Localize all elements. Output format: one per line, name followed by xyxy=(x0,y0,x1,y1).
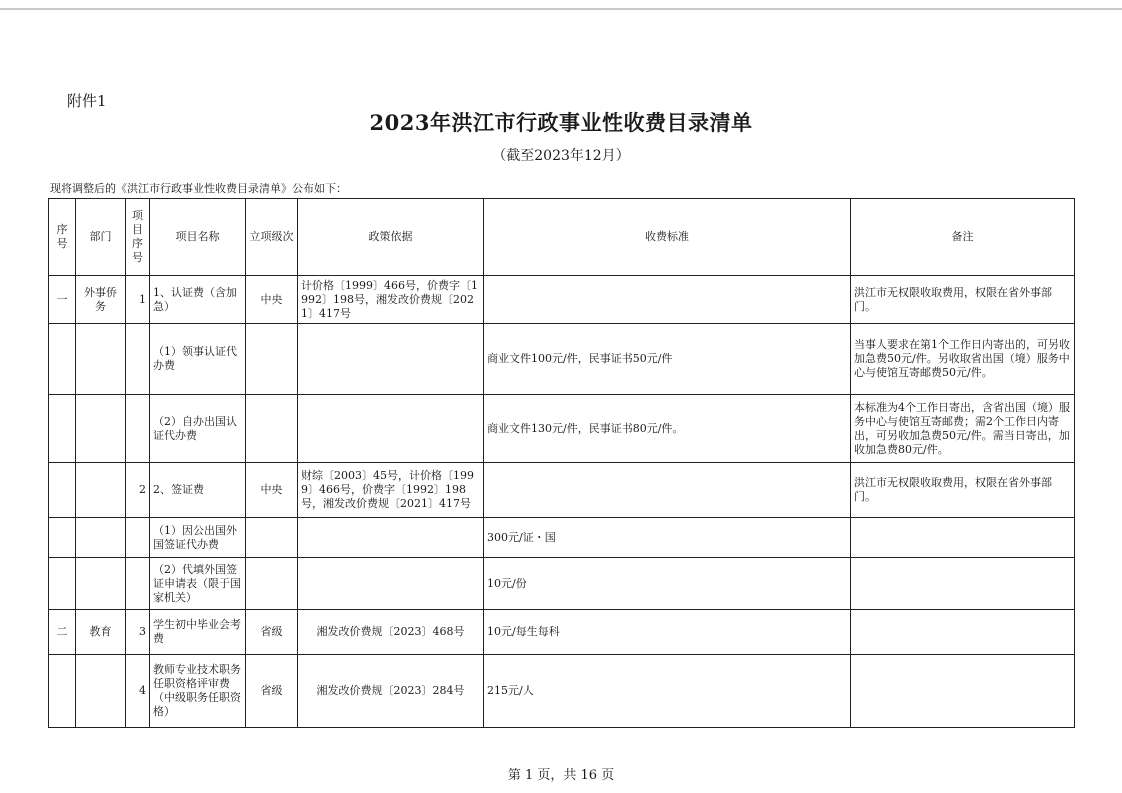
table-row xyxy=(49,655,1075,728)
cell-remark: 洪江市无权限收取费用，权限在省外事部门。 xyxy=(851,276,1075,324)
scan-edge-line xyxy=(0,8,1122,10)
cell-item-name: 学生初中毕业会考费 xyxy=(150,610,246,655)
cell-level xyxy=(246,558,298,610)
cell-level xyxy=(246,395,298,463)
cell-level: 中央 xyxy=(246,276,298,324)
cell-item-no: 3 xyxy=(126,610,150,655)
cell-dept xyxy=(76,518,126,558)
header-dept: 部门 xyxy=(76,199,126,276)
cell-dept xyxy=(76,558,126,610)
header-seq: 序号 xyxy=(49,199,76,276)
cell-seq xyxy=(49,558,76,610)
cell-policy xyxy=(298,558,484,610)
cell-item-no xyxy=(126,395,150,463)
cell-seq xyxy=(49,395,76,463)
cell-dept xyxy=(76,655,126,728)
cell-standard: 215元/人 xyxy=(484,655,851,728)
cell-dept xyxy=(76,463,126,518)
header-level: 立项级次 xyxy=(246,199,298,276)
cell-item-name: （2）代填外国签证申请表（限于国家机关） xyxy=(150,558,246,610)
cell-policy xyxy=(298,395,484,463)
cell-remark: 洪江市无权限收取费用，权限在省外事部门。 xyxy=(851,463,1075,518)
header-remark: 备注 xyxy=(851,199,1075,276)
cell-remark xyxy=(851,655,1075,728)
cell-item-no xyxy=(126,324,150,395)
cell-remark xyxy=(851,518,1075,558)
table-row xyxy=(49,610,1075,655)
cell-seq xyxy=(49,518,76,558)
cell-dept xyxy=(76,324,126,395)
cell-seq xyxy=(49,463,76,518)
cell-standard: 10元/份 xyxy=(484,558,851,610)
table-row xyxy=(49,395,1075,463)
table-row xyxy=(49,324,1075,395)
cell-policy: 计价格〔1999〕466号，价费字〔1992〕198号，湘发改价费规〔2021〕417号 xyxy=(298,276,484,324)
cell-policy: 财综〔2003〕45号，计价格〔1999〕466号，价费字〔1992〕198号，湘发改价费规〔2021〕417号 xyxy=(298,463,484,518)
cell-remark: 当事人要求在第1个工作日内寄出的，可另收加急费50元/件。另收取省出国（境）服务中心与使馆互寄邮费50元/件。 xyxy=(851,324,1075,395)
cell-item-name: （1）因公出国外国签证代办费 xyxy=(150,518,246,558)
intro-text: 现将调整后的《洪江市行政事业性收费目录清单》公布如下： xyxy=(50,182,347,195)
header-item-no: 项目序号 xyxy=(126,199,150,276)
cell-seq: 一 xyxy=(49,276,76,324)
cell-standard: 商业文件130元/件，民事证书80元/件。 xyxy=(484,395,851,463)
cell-standard: 商业文件100元/件，民事证书50元/件 xyxy=(484,324,851,395)
fee-catalog-table xyxy=(48,198,1075,728)
document-subtitle: （截至2023年12月） xyxy=(492,148,630,164)
cell-item-name: 1、认证费（含加急） xyxy=(150,276,246,324)
cell-item-name: 2、签证费 xyxy=(150,463,246,518)
table-row xyxy=(49,558,1075,610)
cell-seq: 二 xyxy=(49,610,76,655)
cell-standard xyxy=(484,276,851,324)
cell-item-no: 2 xyxy=(126,463,150,518)
cell-policy: 湘发改价费规〔2023〕468号 xyxy=(298,610,484,655)
cell-policy xyxy=(298,518,484,558)
cell-item-no: 4 xyxy=(126,655,150,728)
cell-policy: 湘发改价费规〔2023〕284号 xyxy=(298,655,484,728)
header-item-name: 项目名称 xyxy=(150,199,246,276)
cell-level: 省级 xyxy=(246,610,298,655)
cell-standard: 10元/每生每科 xyxy=(484,610,851,655)
cell-remark: 本标准为4个工作日寄出，含省出国（境）服务中心与使馆互寄邮费；需2个工作日内寄出，可另收加急费50元/件。需当日寄出，加收加急费80元/件。 xyxy=(851,395,1075,463)
cell-policy xyxy=(298,324,484,395)
table-row xyxy=(49,463,1075,518)
cell-remark xyxy=(851,558,1075,610)
cell-item-name: （2）自办出国认证代办费 xyxy=(150,395,246,463)
header-standard: 收费标准 xyxy=(484,199,851,276)
cell-remark xyxy=(851,610,1075,655)
cell-dept xyxy=(76,395,126,463)
table-row xyxy=(49,518,1075,558)
cell-item-no xyxy=(126,558,150,610)
header-policy: 政策依据 xyxy=(298,199,484,276)
cell-level xyxy=(246,518,298,558)
table-header-row xyxy=(49,199,1075,276)
cell-standard xyxy=(484,463,851,518)
cell-item-name: 教师专业技术职务任职资格评审费（中级职务任职资格） xyxy=(150,655,246,728)
cell-dept: 外事侨务 xyxy=(76,276,126,324)
cell-level: 省级 xyxy=(246,655,298,728)
cell-dept: 教育 xyxy=(76,610,126,655)
table-row xyxy=(49,276,1075,324)
cell-standard: 300元/证・国 xyxy=(484,518,851,558)
attachment-label: 附件1 xyxy=(67,92,107,110)
cell-level: 中央 xyxy=(246,463,298,518)
document-title: 2023年洪江市行政事业性收费目录清单 xyxy=(369,110,753,135)
cell-item-no xyxy=(126,518,150,558)
cell-level xyxy=(246,324,298,395)
cell-seq xyxy=(49,655,76,728)
cell-item-no: 1 xyxy=(126,276,150,324)
cell-seq xyxy=(49,324,76,395)
cell-item-name: （1）领事认证代办费 xyxy=(150,324,246,395)
page-number: 第 1 页，共 16 页 xyxy=(507,768,615,783)
